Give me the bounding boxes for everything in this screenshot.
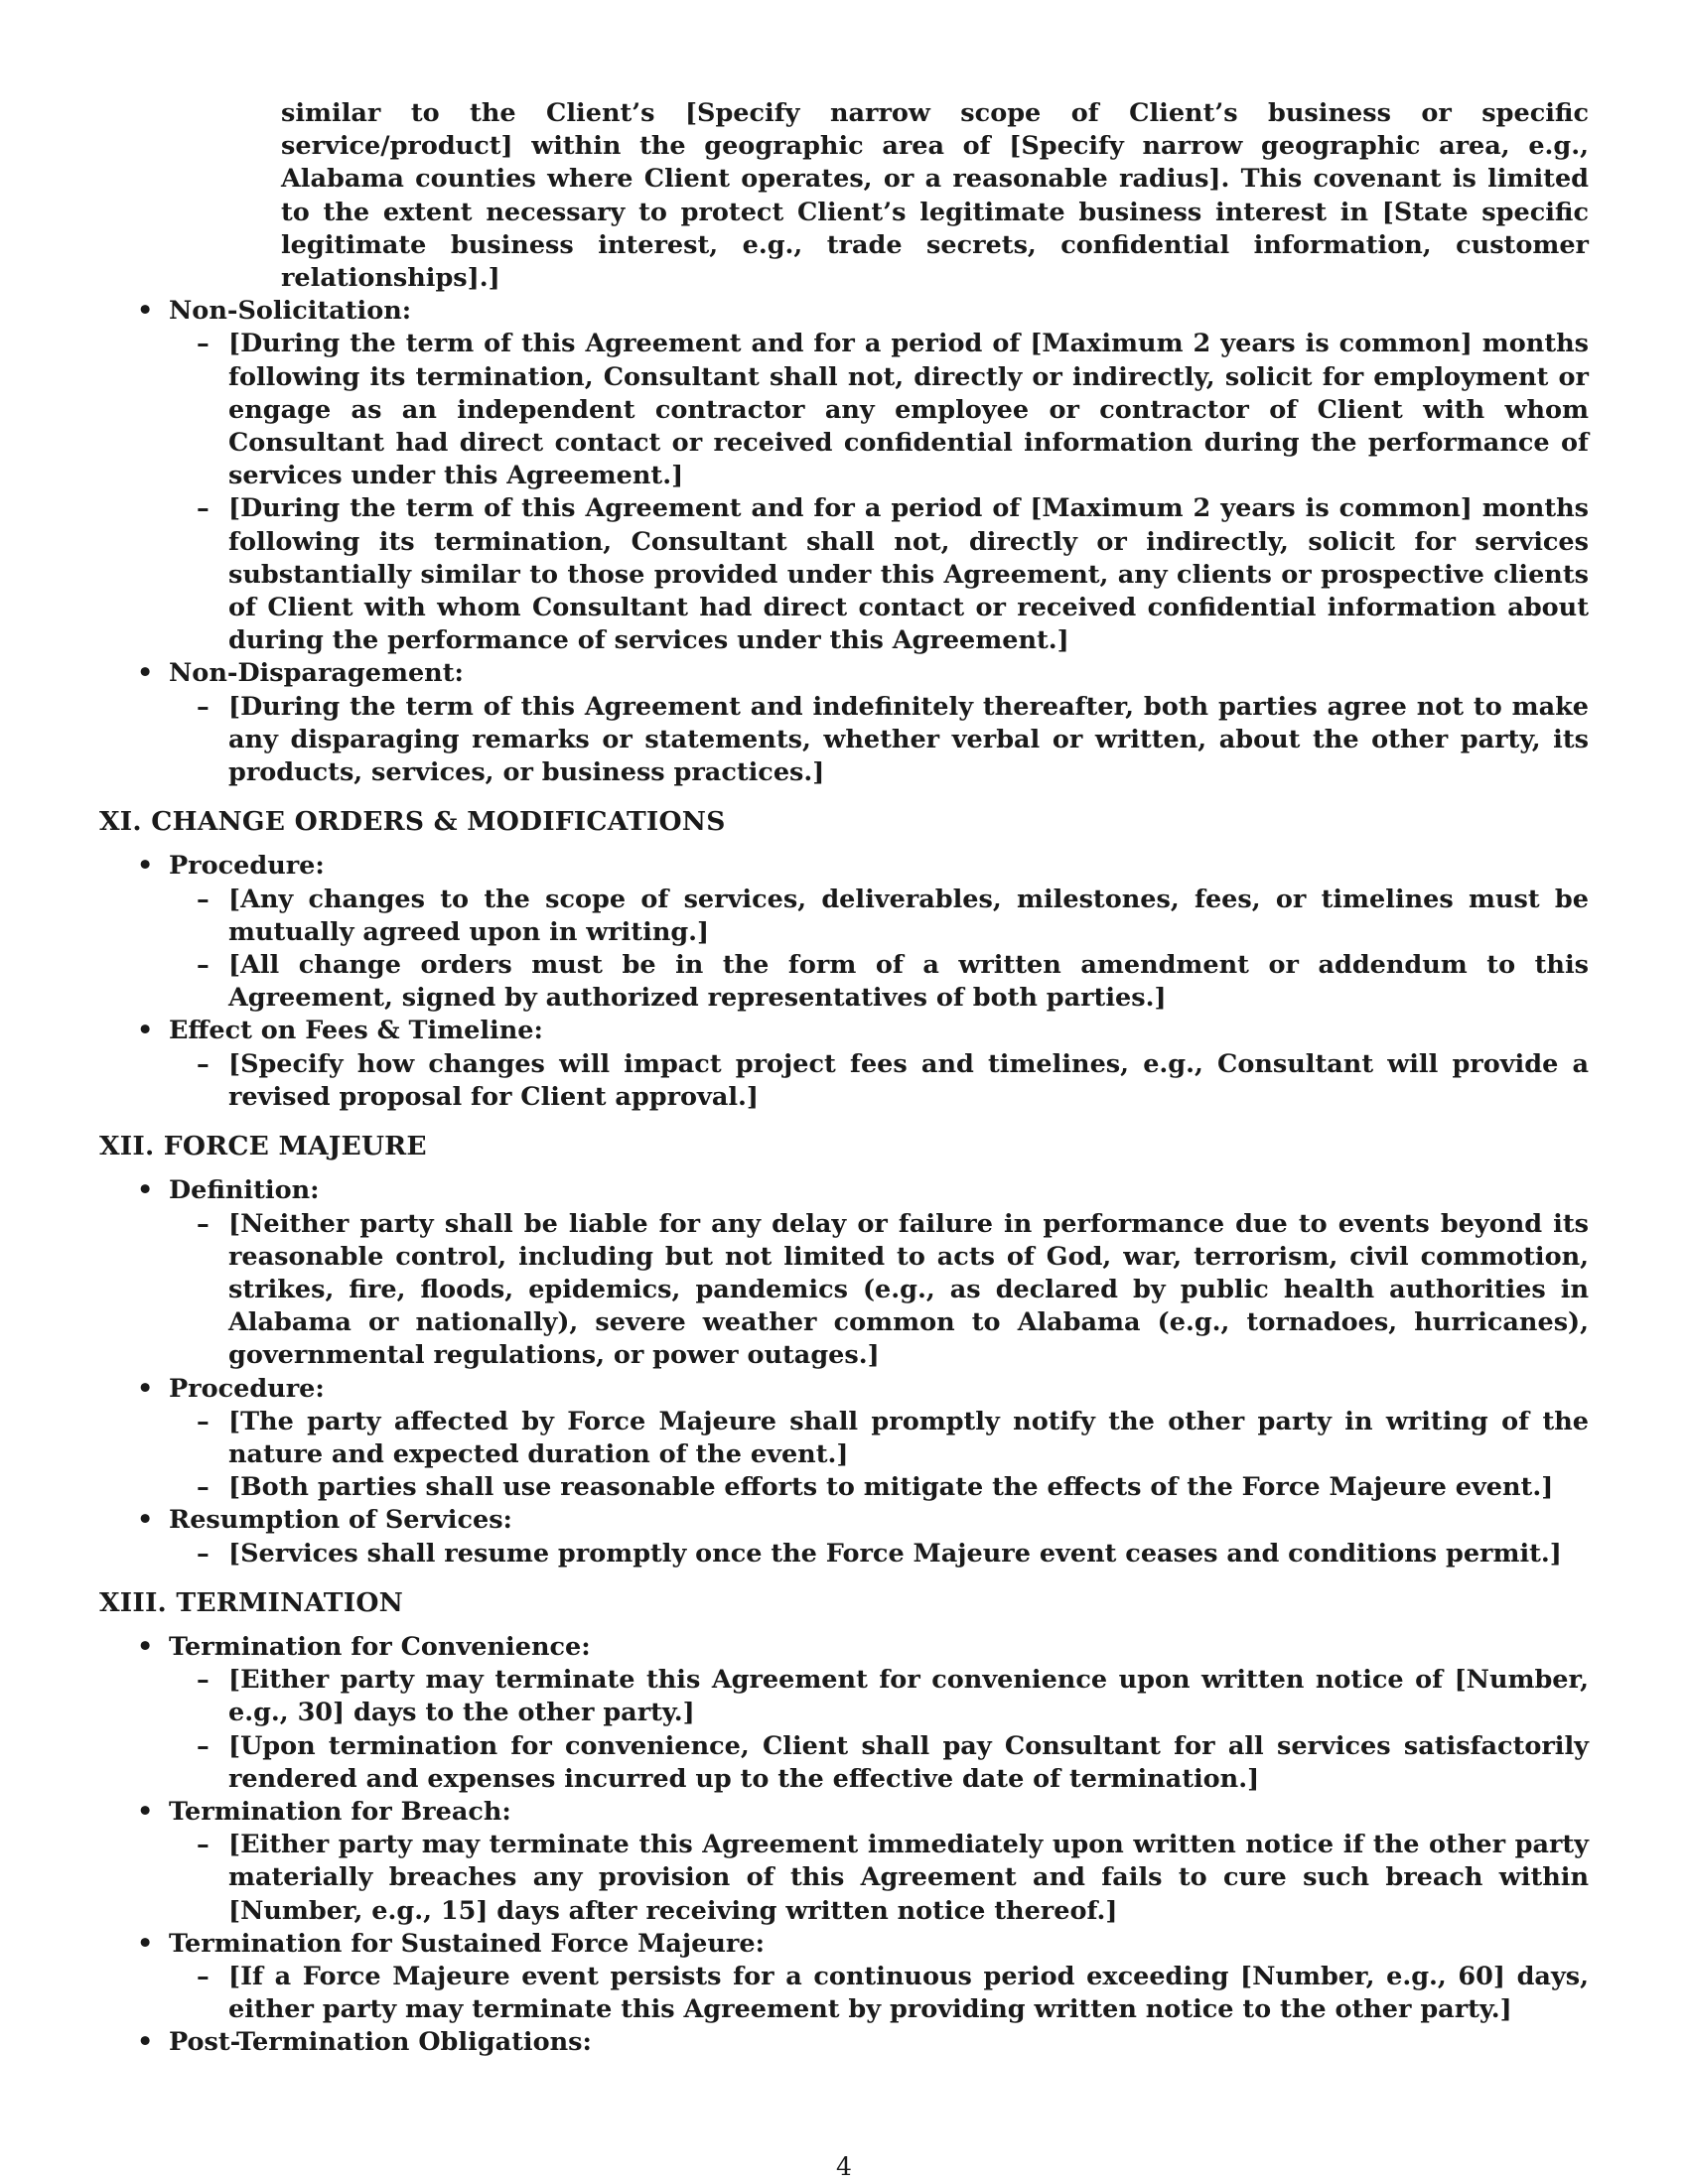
dash-marker: – — [197, 691, 210, 722]
dash-marker: – — [197, 1406, 210, 1436]
subitem — [99, 1961, 1589, 2026]
dash-marker: – — [197, 1665, 210, 1696]
bullet-label: Definition: — [169, 1175, 320, 1206]
dash-marker: – — [197, 493, 210, 524]
bullet-non-disparagement — [99, 657, 1589, 690]
dash-marker: – — [197, 1208, 210, 1239]
subitem-text: [All change orders must be in the form of a written amendment or addendum to this Agreement, signed by authorized representatives of both parties.] — [228, 950, 1589, 1014]
subitem-text: [The party affected by Force Majeure shall promptly notify the other party in writing of the nature and expected duration of the event.] — [228, 1406, 1589, 1469]
document-page — [99, 97, 1589, 2060]
bullet-marker: • — [137, 851, 154, 882]
subitem-text: [If a Force Majeure event persists for a continuous period exceeding [Number, e.g., 60] days, either party may terminate this Agreement by providing written notice to the other party.] — [228, 1961, 1589, 2025]
bullet-effect-on-fees — [99, 1015, 1589, 1047]
dash-marker: – — [197, 1830, 210, 1860]
subitem-text: [Services shall resume promptly once the Force Majeure event ceases and conditions permit.] — [228, 1538, 1562, 1569]
bullet-resumption — [99, 1504, 1589, 1537]
bullet-marker: • — [137, 1175, 154, 1206]
subitem — [99, 328, 1589, 492]
subitem — [99, 1208, 1589, 1373]
bullet-label: Termination for Breach: — [169, 1796, 511, 1827]
subitem-text: [Upon termination for convenience, Client shall pay Consultant for all services satisfactorily rendered and expenses incurred up to the effective date of termination.] — [228, 1730, 1589, 1794]
bullet-definition — [99, 1174, 1589, 1207]
bullet-label: Non-Solicitation: — [169, 296, 412, 327]
bullet-marker: • — [137, 296, 154, 327]
bullet-marker: • — [137, 1016, 154, 1046]
bullet-label: Resumption of Services: — [169, 1505, 512, 1536]
bullet-marker: • — [137, 658, 154, 689]
section-heading-change-orders: XI. CHANGE ORDERS & MODIFICATIONS — [99, 806, 726, 838]
subitem — [99, 1538, 1589, 1570]
subitem — [99, 884, 1589, 949]
bullet-label: Non-Disparagement: — [169, 658, 464, 689]
page-number: 4 — [836, 2152, 852, 2181]
bullet-marker: • — [137, 1373, 154, 1404]
dash-marker: – — [197, 329, 210, 359]
bullet-label: Termination for Sustained Force Majeure: — [169, 1928, 765, 1959]
bullet-marker: • — [137, 2027, 154, 2058]
subitem — [99, 1048, 1589, 1114]
dash-marker: – — [197, 1961, 210, 1991]
bullet-post-termination — [99, 2026, 1589, 2059]
bullet-termination-convenience — [99, 1631, 1589, 1664]
subitem — [99, 949, 1589, 1015]
bullet-label: Termination for Convenience: — [169, 1631, 591, 1662]
bullet-label: Effect on Fees & Timeline: — [169, 1016, 543, 1046]
subitem — [99, 1471, 1589, 1504]
bullet-marker: • — [137, 1928, 154, 1959]
dash-marker: – — [197, 950, 210, 981]
subitem-text: [Both parties shall use reasonable efforts to mitigate the effects of the Force Majeure event.] — [228, 1472, 1554, 1503]
bullet-label: Post-Termination Obligations: — [169, 2027, 592, 2058]
bullet-termination-sustained-force-majeure — [99, 1928, 1589, 1961]
subitem-text: [Specify how changes will impact project fees and timelines, e.g., Consultant will provide a revised proposal for Client approval.] — [228, 1048, 1589, 1112]
bullet-procedure — [99, 1373, 1589, 1406]
dash-marker: – — [197, 884, 210, 914]
bullet-label: Procedure: — [169, 1373, 325, 1404]
subitem-text: [Neither party shall be liable for any delay or failure in performance due to events beyond its reasonable control, including but not limited to acts of God, war, terrorism, civil commotion, strikes, fire, floods, epidemics, pandemics (e.g., as declared by public health authorities in Alabama or nationally), severe weather common to Alabama (e.g., tornadoes, hurricanes), governmental regulations, or power outages.] — [228, 1208, 1589, 1371]
section-heading-force-majeure: XII. FORCE MAJEURE — [99, 1131, 427, 1162]
subitem — [99, 492, 1589, 657]
section-heading-termination: XIII. TERMINATION — [99, 1586, 404, 1618]
bullet-label: Procedure: — [169, 851, 325, 882]
dash-marker: – — [197, 1472, 210, 1503]
bullet-marker: • — [137, 1631, 154, 1662]
continuation-paragraph: similar to the Client’s [Specify narrow scope of Client’s business or specific service/product] within the geographic area of [Specify narrow geographic area, e.g., Alabama counties where Client operates, or a reasonable radius]. This covenant is limited to the extent necessary to protect Client’s legitimate business interest in [State specific legitimate business interest, e.g., trade secrets, confidential information, customer relationships].] — [281, 98, 1589, 294]
subitem — [99, 1664, 1589, 1729]
subitem — [99, 1829, 1589, 1928]
bullet-non-solicitation — [99, 295, 1589, 328]
subitem-text: [During the term of this Agreement and indefinitely thereafter, both parties agree not to make any disparaging remarks or statements, whether verbal or written, about the other party, its products, services, or business practices.] — [228, 691, 1589, 788]
dash-marker: – — [197, 1048, 210, 1079]
subitem — [99, 1730, 1589, 1796]
bullet-termination-breach — [99, 1796, 1589, 1829]
bullet-marker: • — [137, 1505, 154, 1536]
subitem-text: [During the term of this Agreement and for a period of [Maximum 2 years is common] months following its termination, Consultant shall not, directly or indirectly, solicit for employment or engage as an independent contractor any employee or contractor of Client with whom Consultant had direct contact or received confidential information during the performance of services under this Agreement.] — [228, 329, 1589, 491]
subitem-text: [Any changes to the scope of services, deliverables, milestones, fees, or timelines must be mutually agreed upon in writing.] — [228, 884, 1589, 947]
subitem-text: [Either party may terminate this Agreement for convenience upon written notice of [Number, e.g., 30] days to the other party.] — [228, 1665, 1589, 1728]
bullet-procedure — [99, 850, 1589, 883]
subitem-text: [During the term of this Agreement and for a period of [Maximum 2 years is common] months following its termination, Consultant shall not, directly or indirectly, solicit for services substantially similar to those provided under this Agreement, any clients or prospective clients of Client with whom Consultant had direct contact or received confidential information about during the performance of services under this Agreement.] — [228, 493, 1589, 656]
dash-marker: – — [197, 1538, 210, 1569]
subitem — [99, 1406, 1589, 1471]
subitem — [99, 691, 1589, 790]
bullet-marker: • — [137, 1796, 154, 1827]
subitem-text: [Either party may terminate this Agreement immediately upon written notice if the other party materially breaches any provision of this Agreement and fails to cure such breach within [Number, e.g., 15] days after receiving written notice thereof.] — [228, 1830, 1589, 1926]
dash-marker: – — [197, 1730, 210, 1761]
